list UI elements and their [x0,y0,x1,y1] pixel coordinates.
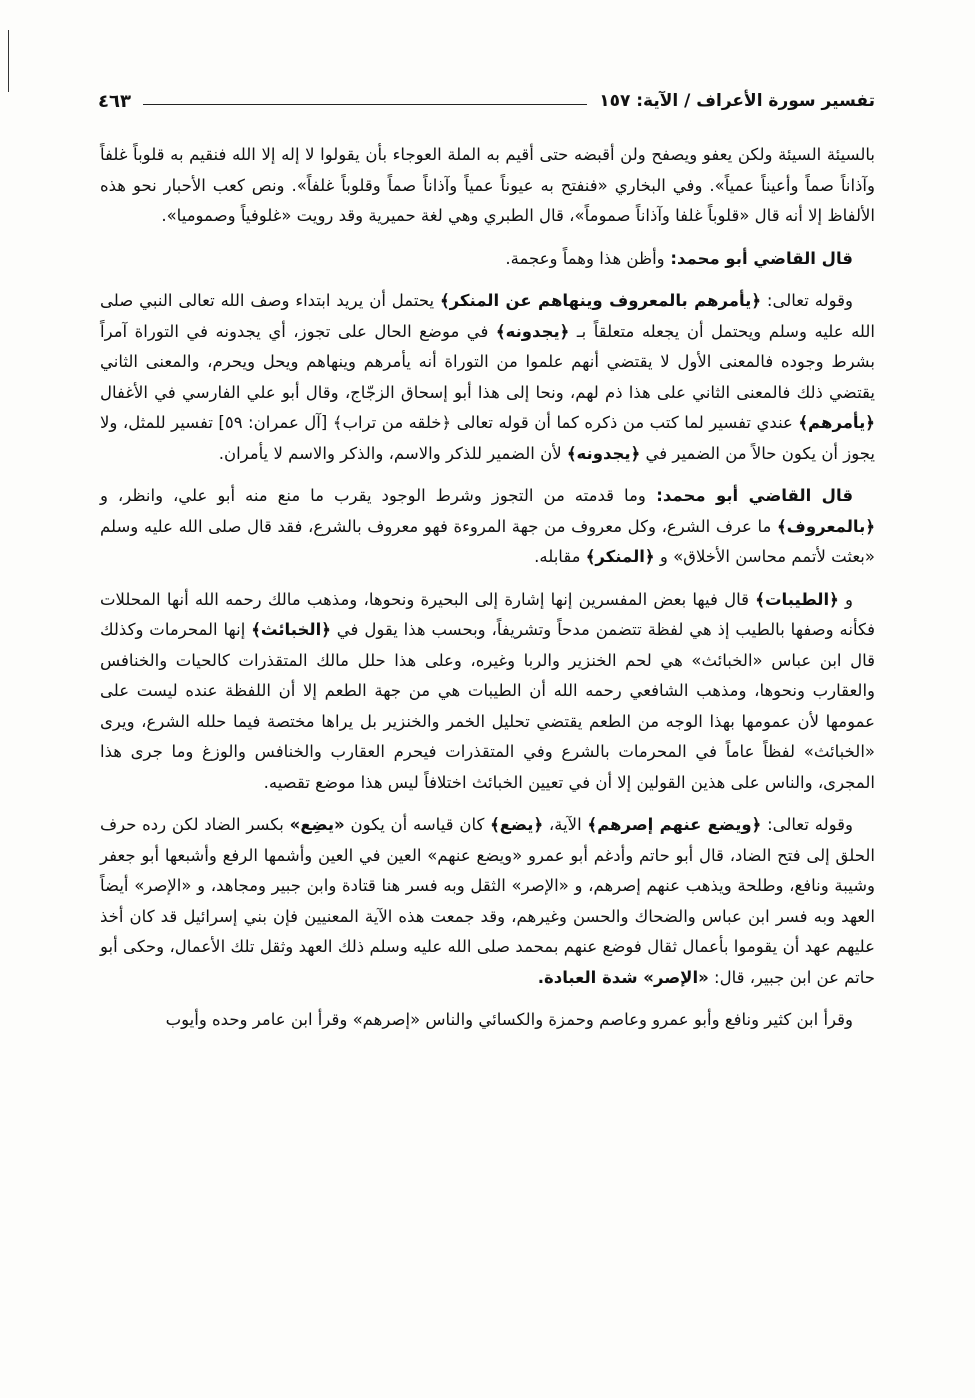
bold-text-segment: ﴿يأمرهم بالمعروف وينهاهم عن المنكر﴾ [439,291,762,310]
text-segment: وقوله تعالى: [761,291,853,310]
text-segment: كان قياسه أن يكون [344,815,491,834]
paragraph [100,244,875,275]
bold-text-segment: «الإصر» شدة العبادة. [537,967,709,987]
text-segment: وما قدمته من التجوز وشرط الوجود يقرب ما منع منه أبو علي، وانظر، و [100,486,646,505]
bold-text-segment: قال القاضي أبو محمد: [664,248,853,268]
text-segment: إنها المحرمات وكذلك قال ابن عباس «الخبائث» هي لحم الخنزير والربا وغيره، وعلى هذا حلل مالك المتقذرات كالحيات والخنافس والعقارب ونحوها، ومذهب الشافعي رحمه الله أن الطيبات هي من جهة الطعم إلا أن اللفظة عنده ليست على عمومها لأن عمومها بهذا الوجه من الطعم يقتضي تحليل الخمر والخنزير بل يراها مختصة فيما حلله الشرع، ويرى «الخبائث» لفظاً عاماً في المحرمات بالشرع وفي المتقذرات فيحرم العقارب والخنافس والوزغ وما جرى هذا المجرى، والناس على هذين القولين إلا أن في تعيين الخبائث اختلافاً ليس هذا موضع تقصيه. [100,620,875,792]
paragraph [100,286,875,469]
text-segment: الآية، [543,815,588,834]
bold-text-segment: قال القاضي أبو محمد: [645,486,853,505]
paragraph [100,810,875,993]
bold-text-segment: ﴿يأمرهم﴾ [798,413,875,432]
page-body [100,140,875,1048]
text-segment: ﴿خلقه من تراب﴾ [332,413,452,432]
bold-text-segment: ﴿الطيبات﴾ [755,589,839,609]
bold-text-segment: «يضِع» [289,815,345,834]
header-title: تفسير سورة الأعراف / الآية: ١٥٧ [599,91,875,111]
text-segment: وقوله تعالى: [761,815,853,834]
bold-text-segment: ﴿بالمعروف﴾ [777,516,875,536]
text-segment: [آل عمران: ٥٩] تفسير للمثل، ولا يجوز أن يكون حالاً من الضمير في [100,413,875,463]
bold-text-segment: ﴿يجدونه﴾ [566,443,641,463]
text-segment: و [838,589,854,609]
text-segment: قال فيها بعض المفسرين إنها إشارة إلى البحيرة ونحوها، ومذهب مالك رحمه الله أنها المحللات فكأنه وصفها بالطيب إذ هي لفظة تتضمن مدحاً وتشريفاً، وبحسب هذا يقول في [100,589,875,639]
bold-text-segment: ﴿ويضع عنهم إصرهم﴾ [587,815,762,834]
paragraph [100,585,875,799]
text-segment: وأظن هذا وهماً وعجمة. [505,248,665,268]
header-rule [143,104,587,105]
text-segment: ما عرف الشرع، وكل معروف من جهة المروءة فهو معروف بالشرع، فقد قال صلى الله عليه وسلم «بعثت لأتمم محاسن الأخلاق» و [100,516,875,566]
text-segment: مقابله. [534,547,586,566]
text-segment: عندي تفسير لما كتب من ذكره كما أن قوله تعالى [451,413,799,432]
text-segment: وقرأ ابن كثير ونافع وأبو عمرو وعاصم وحمزة والكسائي والناس «إصرهم» وقرأ ابن عامر وحده وأيوب [165,1010,853,1029]
text-segment: يحتمل أن يريد ابتداء وصف الله تعالى النبي صلى الله عليه وسلم ويحتمل أن يجعله متعلقاً بـ [100,291,875,341]
text-segment: في موضع الحال على تجوز، أي يجدونه في التوراة آمراً بشرط وجوده فالمعنى الأول لا يقتضي أنهم علموا من التوراة أنه يأمرهم وينهاهم ويحل ويحرم، والمعنى الثاني يقتضي ذلك فالمعنى الثاني على هذا ذم لهم، ونحا إلى هذا أبو إسحاق الزجّاج، وقال أبو علي الفارسي في الأغفال [100,321,875,402]
bold-text-segment: ﴿الخبائث﴾ [251,620,331,639]
text-segment: بالسيئة السيئة ولكن يعفو ويصفح ولن أقبضه حتى أقيم به الملة العوجاء بأن يقولوا لا إله إلا الله فنقيم به قلوباً غلفاً وآذاناً صماً وأعيناً عمياً». وفي البخاري «فنفتح به عيوناً عمياً وآذاناً صماً وقلوباً غلفاً». ونص كعب الأحبار نحو هذه الألفاظ إلا أنه قال «قلوباً غلفا وآذاناً صموماً»، قال الطبري وهي لغة حميرية وقد رويت «غلوفياً وصموميا». [100,145,875,225]
paragraph [100,481,875,573]
paragraph [100,1005,875,1036]
paragraph [100,140,875,232]
text-segment: لأن الضمير للذكر والاسم، والذكر والاسم لا يأمران. [218,443,567,463]
running-header [98,86,875,116]
bold-text-segment: ﴿المنكر﴾ [585,547,655,566]
text-segment: بكسر الضاد لكن رده حرف الحلق إلى فتح الضاد، قال أبو حاتم وأدغم أبو عمرو «ويضع عنهم» العين في العين وأشمها الرفع وأشبعها أبو جعفر وشيبة ونافع، وطلحة ويذهب عنهم إصرهم، و «الإصر» الثقل وبه فسر هنا قتادة وابن جبير ومجاهد، و «الإصر» أيضاً العهد وبه فسر ابن عباس والضحاك والحسن وغيرهم، وقد جمعت هذه الآية المعنيين فإن بني إسرائيل قد كان أخذ عليهم عهد أن يقوموا بأعمال ثقال فوضع عنهم بمحمد صلى الله عليه وسلم ذلك العهد وثقل تلك الأعمال، وحكى أبو حاتم عن ابن جبير، قال: [100,815,875,987]
page-binding-edge [8,30,9,92]
bold-text-segment: ﴿يجدونه﴾ [495,321,570,341]
page-number: ٤٦٣ [98,90,131,112]
bold-text-segment: ﴿يضع﴾ [490,815,544,834]
